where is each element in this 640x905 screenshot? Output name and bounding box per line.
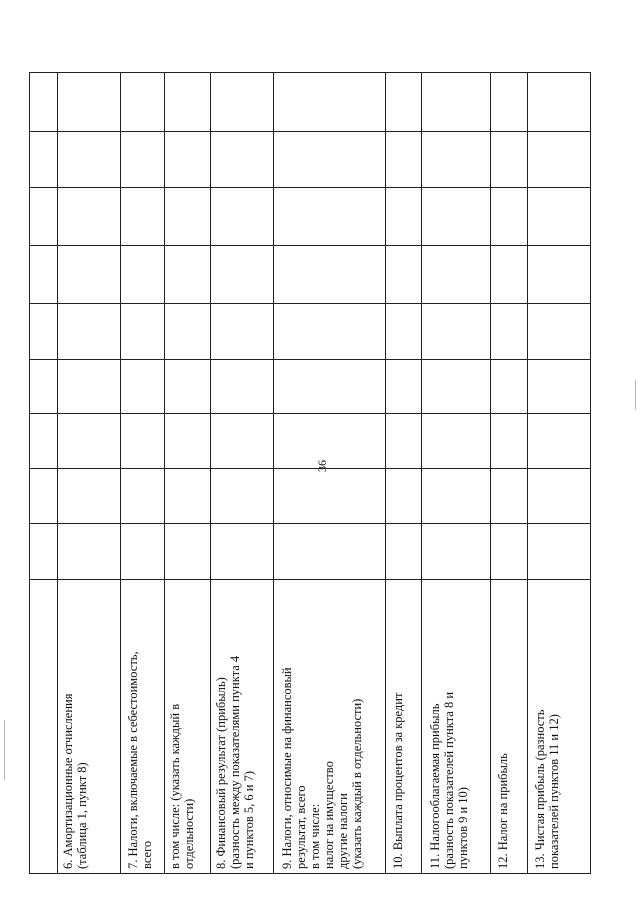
column-separator [30, 131, 590, 132]
row-label-taxable-profit: 11. Налогооблагаемая прибыль (разность показателей пункта 8 и пунктов 9 и 10) [428, 691, 470, 869]
page-number: 36 [315, 460, 329, 472]
row-separator [120, 73, 121, 873]
row-separator [527, 73, 528, 873]
column-separator [30, 187, 590, 188]
row-label-financial-result: 8. Финансовый результат (прибыль) (разность между показателями пункта 4 и пунктов 5, 6 и 7) [214, 655, 256, 869]
row-label-taxes-including: в том числе: (указать каждый в отдельности) [168, 703, 196, 869]
column-separator [30, 359, 590, 360]
row-label-interest: 10. Выплата процентов за кредит [391, 692, 405, 869]
row-label-net-profit: 13. Чистая прибыль (разность показателей пунктов 11 и 12) [533, 709, 561, 869]
column-separator [30, 579, 590, 580]
row-label-profit-tax: 12. Налог на прибыль [496, 753, 510, 869]
row-label-taxes-cost: 7. Налоги, включаемые в себестоимость, всего [126, 651, 154, 869]
row-separator [57, 73, 58, 873]
row-separator [210, 73, 211, 873]
report-table [29, 72, 591, 874]
column-separator [30, 245, 590, 246]
row-label-taxes-financial: 9. Налоги, относимые на финансовый результат, всего в том числе: налог на имущество другие налоги (указать каждый в отдельности) [280, 667, 364, 869]
row-separator [385, 73, 386, 873]
row-separator [421, 73, 422, 873]
column-separator [30, 303, 590, 304]
row-separator [490, 73, 491, 873]
column-separator [30, 523, 590, 524]
row-separator [164, 73, 165, 873]
column-separator [30, 468, 590, 469]
row-label-amortization: 6. Амортизационные отчисления (таблица 1, пункт 8) [61, 693, 89, 869]
scan-margin-mark [635, 380, 636, 410]
scan-margin-mark [4, 720, 5, 780]
column-separator [30, 413, 590, 414]
row-separator [273, 73, 274, 873]
